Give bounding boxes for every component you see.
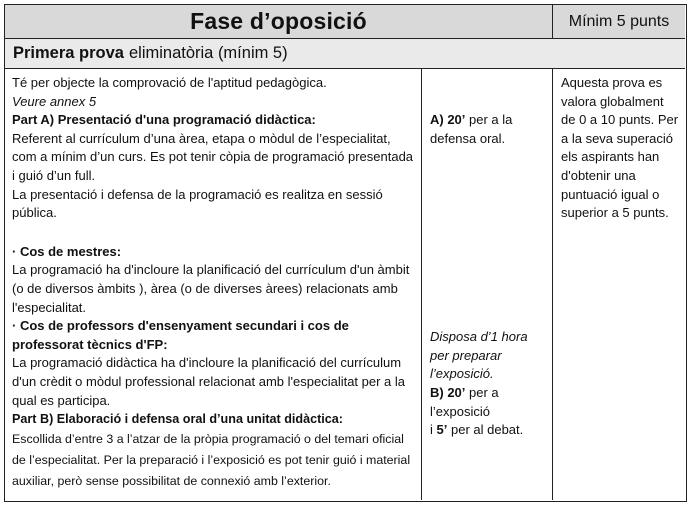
part-b-title: Part B) Elaboració i defensa oral d’una unitat didàctica: — [12, 412, 344, 427]
first-test-header — [5, 39, 685, 69]
phase-title: Fase d’oposició — [190, 8, 367, 34]
mestres-title: · Cos de mestres: — [12, 243, 122, 259]
debate-prefix: i — [430, 422, 433, 438]
part-b-time: B) 20’ — [430, 384, 466, 400]
min-points-header: Mínim 5 punts — [553, 5, 685, 39]
part-b-text: Escollida d’entre 3 a l’atzar de la pròpia programació o del temari oficial de l’especialitat. Per la preparació i l’exposició es pot tenir guió i material auxiliar, però sense possibilitat de connexió amb l’exterior. — [12, 431, 411, 488]
intro-text: Té per objecte la comprovació de l'aptitud pedagògica. — [12, 75, 327, 90]
timing-cell — [422, 69, 553, 500]
part-b-time-desc: per a l’exposició — [430, 384, 499, 419]
part-a-public-note: La presentació i defensa de la programació es realitza en sessió pública. — [12, 186, 383, 221]
scoring-cell — [553, 69, 685, 500]
preparation-note: Disposa d’1 hora per preparar l’exposició. — [430, 329, 528, 382]
secundari-title: · Cos de professors d'ensenyament secundari i cos de professorat tècnics d'FP: — [12, 318, 349, 352]
phase-title-cell — [5, 5, 553, 39]
first-test-label: Primera prova — [13, 44, 124, 62]
part-a-title: Part A) Presentació d'una programació didàctica: — [12, 112, 316, 128]
part-a-time: A) 20’ — [430, 112, 466, 127]
secundari-text: La programació didàctica ha d'incloure la planificació del currículum d'un crèdit o mòdul professional relacionat amb l'especialitat per a la qual es participa. — [12, 355, 406, 408]
mestres-text: La programació ha d'incloure la planificació del currículum d'un àmbit (o de diversos àmbits ), àrea (o de diverses àrees) relacionats amb l'especialitat. — [12, 262, 410, 315]
description-cell — [5, 69, 422, 500]
part-a-time-desc: per a la defensa oral. — [430, 112, 513, 146]
debate-time: 5’ — [436, 422, 448, 438]
debate-time-desc: per al debat. — [450, 422, 524, 438]
first-test-qualifier: eliminatòria (mínim 5) — [128, 44, 288, 62]
scoring-text: Aquesta prova es valora globalment de 0 a 10 punts. Per a la seva superació els aspirants han d'obtenir una puntuació igual o superior a 5 punts. — [561, 75, 679, 221]
annex-reference: Veure annex 5 — [12, 93, 97, 109]
part-a-text: Referent al currículum d’una àrea, etapa o mòdul de l’especialitat, com a mínim d’un curs. Es pot tenir còpia de programació presentada i guió d’un full. — [12, 130, 414, 183]
oposicio-table — [4, 4, 687, 502]
